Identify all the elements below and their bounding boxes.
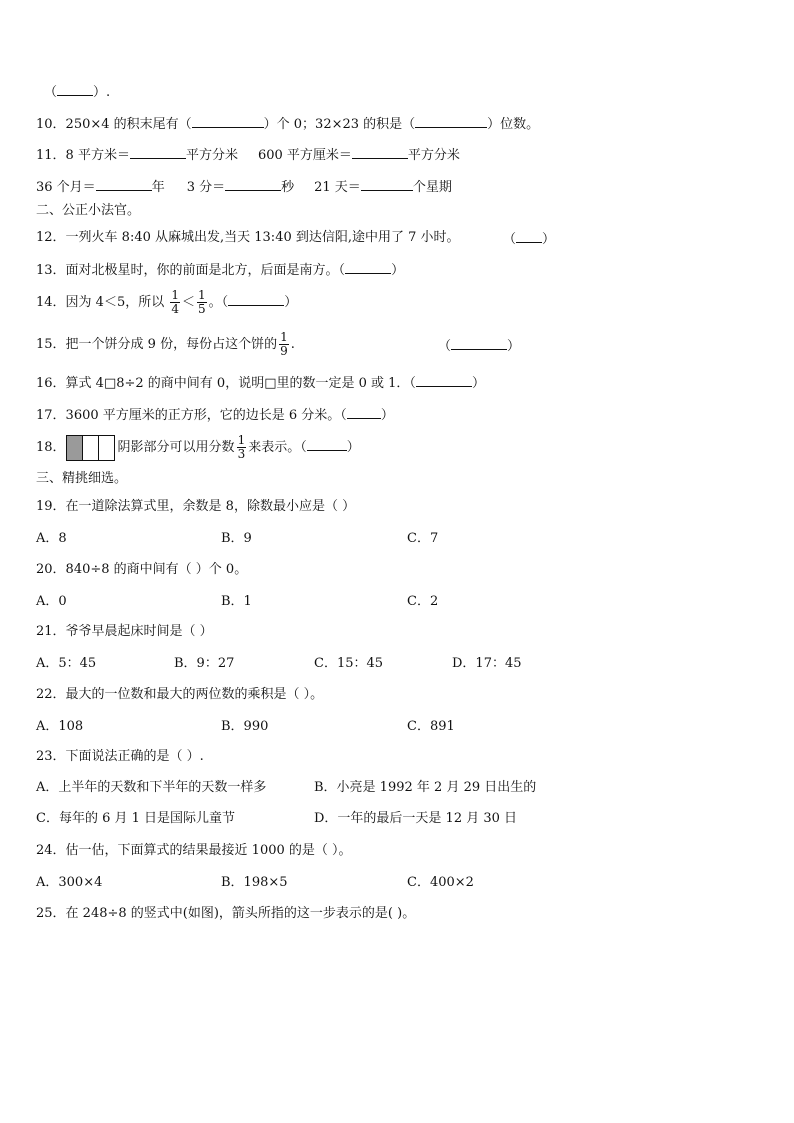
option-a[interactable]: A．5：45	[36, 656, 97, 671]
option-b[interactable]: B．9：27	[174, 656, 235, 671]
question-13: 13．面对北极星时，你的前面是北方，后面是南方。（ ）	[36, 263, 405, 278]
option-c[interactable]: C．每年的 6 月 1 日是国际儿童节	[36, 811, 236, 826]
question-19: 19．在一道除法算式里，余数是 8，除数最小应是（ ）	[36, 499, 356, 514]
option-c[interactable]: C．7	[407, 531, 439, 546]
section-3-heading: 三、精挑细选。	[36, 471, 128, 486]
answer-blank[interactable]	[347, 406, 381, 419]
question-15-answer: （ ）	[438, 339, 521, 354]
option-b[interactable]: B．198×5	[221, 875, 288, 890]
question-24: 24．估一估，下面算式的结果最接近 1000 的是（ ）。	[36, 843, 352, 858]
question-11: 11．8 平方米＝ 平方分米 600 平方厘米＝ 平方分米	[36, 148, 460, 163]
option-d[interactable]: D．17：45	[452, 656, 522, 671]
shaded-rectangle-figure	[66, 435, 116, 461]
fraction-one-ninth: $\frac{1}{9}$	[280, 330, 288, 358]
question-14: 14．因为 4＜5，所以 $\frac{1}{4}$ ＜ $\frac{1}{5}$ 。（ ）	[36, 288, 298, 316]
question-25: 25．在 248÷8 的竖式中(如图)，箭头所指的这一步表示的是( )。	[36, 906, 416, 921]
option-a[interactable]: A．上半年的天数和下半年的天数一样多	[36, 780, 267, 795]
option-d[interactable]: D．一年的最后一天是 12 月 30 日	[314, 811, 518, 826]
question-23: 23．下面说法正确的是（ ）.	[36, 749, 204, 764]
option-a[interactable]: A．300×4	[36, 875, 103, 890]
option-b[interactable]: B．1	[221, 594, 252, 609]
option-b[interactable]: B．990	[221, 719, 269, 734]
section-2-heading: 二、公正小法官。	[36, 203, 141, 218]
fraction-one-third: $\frac{1}{3}$	[237, 433, 246, 461]
answer-blank[interactable]	[361, 178, 413, 191]
answer-blank[interactable]	[228, 293, 284, 306]
option-b[interactable]: B．9	[221, 531, 252, 546]
answer-blank[interactable]	[416, 374, 472, 387]
answer-blank[interactable]	[225, 178, 281, 191]
answer-blank[interactable]	[130, 146, 186, 159]
option-b[interactable]: B．小亮是 1992 年 2 月 29 日出生的	[314, 780, 537, 795]
fraction-one-fifth: $\frac{1}{5}$	[198, 288, 206, 316]
option-a[interactable]: A．8	[36, 531, 67, 546]
answer-blank[interactable]	[352, 146, 408, 159]
option-a[interactable]: A．0	[36, 594, 67, 609]
question-18: 18． 阴影部分可以用分数 $\frac{1}{3}$ 来表示。（ ）	[36, 433, 360, 461]
q9-answer-line: （ ）.	[44, 85, 111, 100]
question-21: 21．爷爷早晨起床时间是（ ）	[36, 624, 213, 639]
question-15: 15．把一个饼分成 9 份，每份占这个饼的 $\frac{1}{9}$ .	[36, 330, 295, 358]
question-20: 20．840÷8 的商中间有（ ）个 0。	[36, 562, 248, 577]
option-c[interactable]: C．2	[407, 594, 439, 609]
answer-blank[interactable]	[451, 337, 507, 350]
question-22: 22．最大的一位数和最大的两位数的乘积是（ ）。	[36, 687, 324, 702]
option-c[interactable]: C．891	[407, 719, 455, 734]
answer-blank[interactable]	[516, 230, 542, 243]
answer-blank[interactable]	[96, 178, 152, 191]
question-11-line-2: 36 个月＝ 年 3 分＝ 秒 21 天＝ 个星期	[36, 180, 452, 195]
question-17: 17．3600 平方厘米的正方形，它的边长是 6 分米。（ ）	[36, 408, 394, 423]
question-12: 12．一列火车 8:40 从麻城出发,当天 13:40 到达信阳,途中用了 7 小时。	[36, 230, 460, 245]
option-a[interactable]: A．108	[36, 719, 84, 734]
fraction-one-quarter: $\frac{1}{4}$	[171, 288, 180, 316]
answer-blank[interactable]	[415, 115, 487, 128]
question-12-answer: （ ）	[503, 232, 556, 247]
answer-blank[interactable]	[307, 438, 347, 451]
question-10: 10．250×4 的积末尾有（ ）个 0；32×23 的积是（ ）位数。	[36, 117, 540, 132]
question-16: 16．算式 4□8÷2 的商中间有 0，说明□里的数一定是 0 或 1．（ ）	[36, 376, 485, 391]
option-c[interactable]: C．400×2	[407, 875, 474, 890]
answer-blank[interactable]	[192, 115, 264, 128]
option-c[interactable]: C．15：45	[314, 656, 384, 671]
answer-blank[interactable]	[57, 83, 93, 96]
answer-blank[interactable]	[345, 261, 391, 274]
